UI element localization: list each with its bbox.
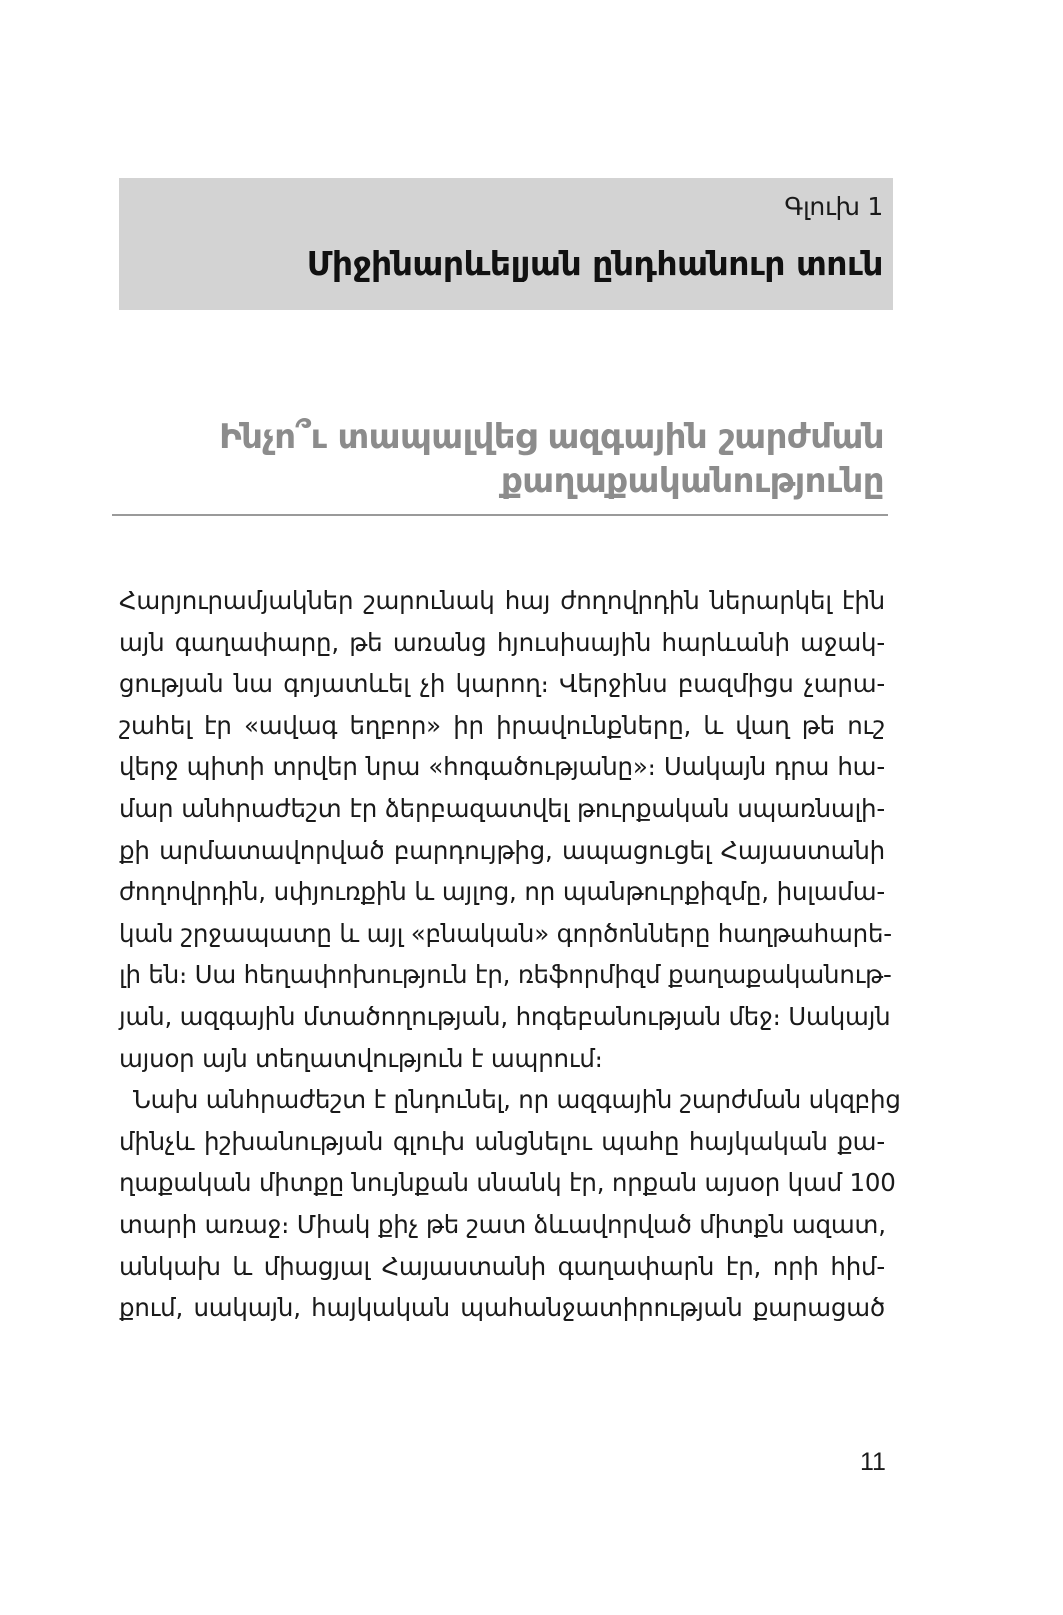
- section-heading-line: Ինչո՞ւ տապալվեց ազգային շարժման: [219, 417, 884, 457]
- text-line: տարի առաջ։ Միակ քիչ թե շատ ձևավորված միտքն ազատ,: [119, 1209, 886, 1239]
- text-line: քի արմատավորված բարդույթից, ապացուցել Հայաստանի: [119, 835, 885, 865]
- text-line: շահել էր «ավագ եղբոր» իր իրավունքները, և վաղ թե ուշ: [119, 710, 885, 740]
- text-line: քում, սակայն, հայկական պահանջատիրության քարացած: [119, 1293, 885, 1323]
- body-text: [119, 580, 901, 1329]
- paragraph: [119, 1079, 901, 1329]
- text-line: լի են։ Սա հեղափոխություն էր, ռեֆորմիզմ քաղաքականութ-: [119, 960, 892, 990]
- text-line: մինչև իշխանության գլուխ անցնելու պահը հայկական քա-: [119, 1126, 885, 1156]
- chapter-header-box: [119, 178, 893, 310]
- text-line: Նախ անհրաժեշտ է ընդունել, որ ազգային շարժման սկզբից: [133, 1085, 901, 1115]
- chapter-title: Միջինարևելյան ընդհանուր տուն: [306, 244, 883, 283]
- text-line: այն գաղափարը, թե առանց հյուսիսային հարևանի աջակ-: [119, 627, 885, 657]
- section-heading: [112, 415, 884, 503]
- section-heading-line: քաղաքականությունը: [500, 461, 884, 501]
- text-line: անկախ և միացյալ Հայաստանի գաղափարն էր, որի հիմ-: [119, 1251, 885, 1281]
- text-line: ղաքական միտքը նույնքան սնանկ էր, որքան այսօր կամ 100: [119, 1168, 896, 1198]
- text-line: Հարյուրամյակներ շարունակ հայ ժողովրդին ներարկել էին: [119, 586, 885, 615]
- text-line: ցության նա գոյատևել չի կարող։ Վերջինս բազմիցս չարա-: [119, 669, 885, 699]
- text-line: ժողովրդին, սփյուռքին և այլոց, որ պանթուրքիզմը, իսլամա-: [119, 877, 885, 907]
- text-line: յան, ազգային մտածողության, հոգեբանության մեջ։ Սակայն: [119, 1001, 891, 1031]
- section-divider: [112, 514, 888, 516]
- page-number: 11: [860, 1448, 886, 1476]
- chapter-label: Գլուխ 1: [784, 192, 883, 221]
- text-line: կան շրջապատը և այլ «բնական» գործոնները հաղթահարե-: [119, 918, 892, 948]
- text-line: վերջ պիտի տրվեր նրա «հոգածությանը»։ Սակայն դրա հա-: [119, 752, 885, 782]
- paragraph: [119, 580, 892, 1079]
- text-line: այսօր այն տեղատվություն է ապրում։: [119, 1043, 603, 1073]
- text-line: մար անհրաժեշտ էր ձերբազատվել թուրքական սպառնալի-: [119, 793, 885, 823]
